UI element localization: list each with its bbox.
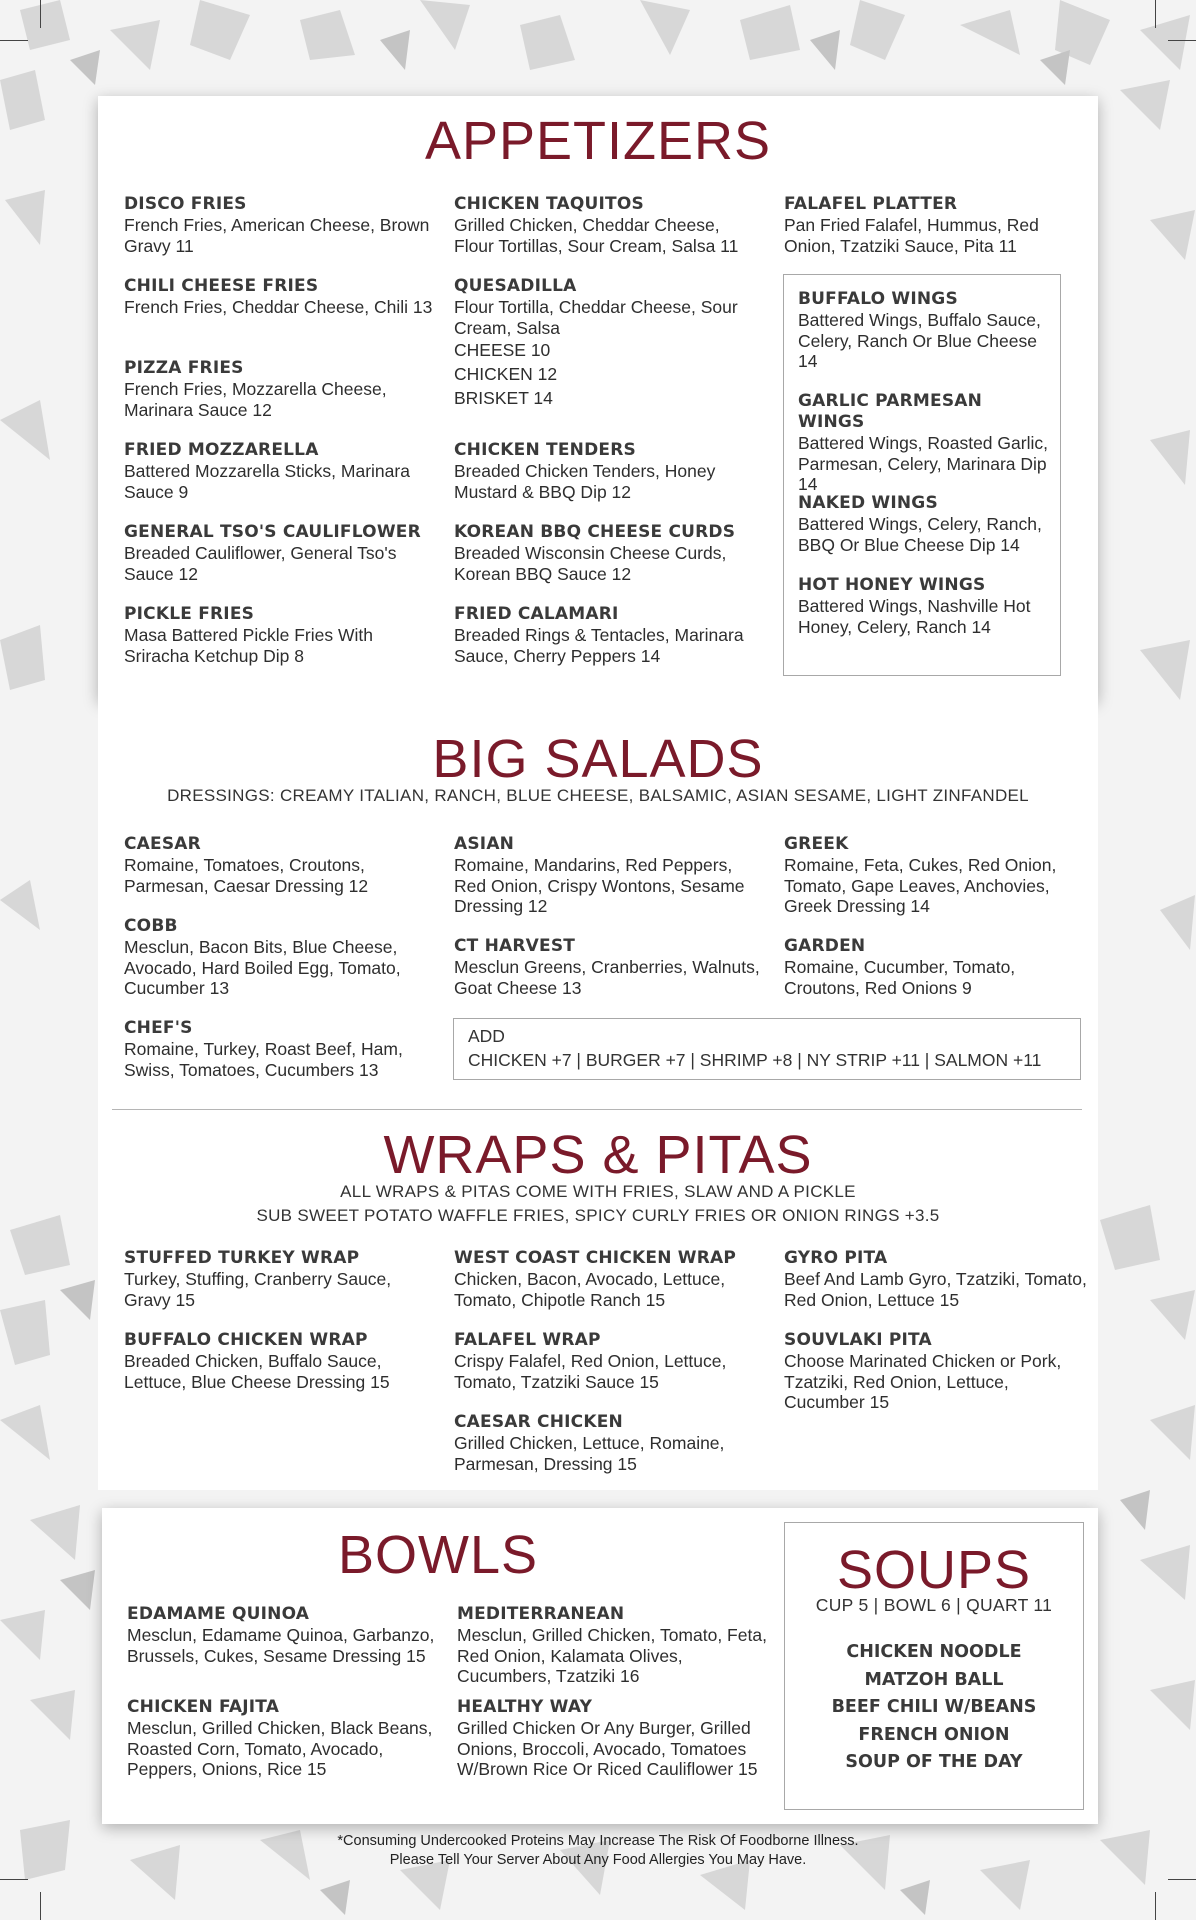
item-desc: Turkey, Stuffing, Cranberry Sauce, Gravy 15 [124, 1269, 392, 1310]
item-name: NAKED WINGS [798, 493, 938, 513]
item-desc: Grilled Chicken, Cheddar Cheese, Flour Tortillas, Sour Cream, Salsa 11 [454, 215, 739, 256]
item-desc: Crispy Falafel, Red Onion, Lettuce, Tomato, Tzatziki Sauce 15 [454, 1351, 727, 1392]
item-desc: Mesclun, Grilled Chicken, Tomato, Feta, Red Onion, Kalamata Olives, Cucumbers, Tzatziki 16 [457, 1625, 767, 1686]
item-name: FALAFEL PLATTER [784, 194, 958, 214]
item-name: FALAFEL WRAP [454, 1330, 601, 1350]
item-name: CT HARVEST [454, 936, 576, 956]
dressings-line: DRESSINGS: CREAMY ITALIAN, RANCH, BLUE CHEESE, BALSAMIC, ASIAN SESAME, LIGHT ZINFANDEL [167, 786, 1029, 805]
menu-item [454, 604, 764, 666]
item-desc: Breaded Chicken Tenders, Honey Mustard & BBQ Dip 12 [454, 461, 716, 502]
menu-item [127, 1604, 437, 1666]
item-desc: Mesclun, Bacon Bits, Blue Cheese, Avocado, Hard Boiled Egg, Tomato, Cucumber 13 [124, 937, 401, 998]
item-name: HEALTHY WAY [457, 1697, 593, 1717]
menu-item [124, 1018, 434, 1080]
item-name: STUFFED TURKEY WRAP [124, 1248, 360, 1268]
item-desc: Romaine, Tomatoes, Croutons, Parmesan, Caesar Dressing 12 [124, 855, 369, 896]
wraps-note-2: SUB SWEET POTATO WAFFLE FRIES, SPICY CURLY FRIES OR ONION RINGS +3.5 [256, 1206, 940, 1225]
item-name: HOT HONEY WINGS [798, 575, 986, 595]
soup-item: SOUP OF THE DAY [845, 1752, 1023, 1772]
menu-item [124, 440, 434, 502]
item-desc: Romaine, Cucumber, Tomato, Croutons, Red Onions 9 [784, 957, 1016, 998]
item-desc: Chicken, Bacon, Avocado, Lettuce, Tomato, Chipotle Ranch 15 [454, 1269, 726, 1310]
appetizers-panel [98, 96, 1098, 700]
soup-item: MATZOH BALL [864, 1669, 1004, 1690]
menu-item [127, 1697, 437, 1780]
item-name: COBB [124, 916, 178, 936]
quesadilla-option: CHEESE 10 [454, 340, 551, 360]
soups-box [784, 1522, 1084, 1810]
menu-item [798, 575, 1054, 637]
soup-item: CHICKEN NOODLE [846, 1642, 1022, 1662]
menu-item [454, 1412, 764, 1474]
menu-item [124, 1248, 434, 1310]
menu-item [124, 276, 434, 318]
item-desc: Breaded Rings & Tentacles, Marinara Sauce, Cherry Peppers 14 [454, 625, 744, 666]
disclaimer-line-1: *Consuming Undercooked Proteins May Increase The Risk Of Foodborne Illness. [337, 1833, 859, 1849]
item-desc: Battered Wings, Buffalo Sauce, Celery, Ranch Or Blue Cheese 14 [798, 310, 1041, 371]
item-desc: Masa Battered Pickle Fries With Sriracha Ketchup Dip 8 [124, 625, 373, 666]
item-name: MEDITERRANEAN [457, 1604, 625, 1624]
menu-item [124, 916, 434, 999]
crop-mark [1168, 40, 1196, 41]
salads-wraps-area [98, 700, 1098, 1490]
menu-item [124, 1330, 434, 1392]
menu-item [784, 194, 1094, 256]
item-desc: Beef And Lamb Gyro, Tzatziki, Tomato, Red Onion, Lettuce 15 [784, 1269, 1087, 1310]
item-desc: Mesclun, Edamame Quinoa, Garbanzo, Brussels, Cukes, Sesame Dressing 15 [127, 1625, 435, 1666]
item-desc: Battered Wings, Roasted Garlic, Parmesan, Celery, Marinara Dip 14 [798, 433, 1048, 494]
item-desc: Breaded Cauliflower, General Tso's Sauce 12 [124, 543, 397, 584]
appetizers-title: APPETIZERS [424, 111, 772, 171]
section-divider [112, 1109, 1082, 1110]
item-name: CHICKEN FAJITA [127, 1697, 280, 1717]
item-desc: Battered Wings, Nashville Hot Honey, Celery, Ranch 14 [798, 596, 1031, 637]
menu-item [798, 289, 1054, 372]
item-desc: French Fries, American Cheese, Brown Gravy 11 [124, 215, 430, 256]
crop-mark [1155, 1892, 1156, 1920]
menu-item [454, 194, 764, 256]
wings-box [783, 274, 1061, 676]
item-name: ASIAN [454, 834, 515, 854]
menu-item [124, 834, 434, 896]
add-options: CHICKEN +7 | BURGER +7 | SHRIMP +8 | NY STRIP +11 | SALMON +11 [468, 1050, 1042, 1070]
item-name: CHEF'S [124, 1018, 193, 1038]
menu-item [798, 493, 1054, 555]
quesadilla-option: CHICKEN 12 [454, 364, 558, 384]
bowls-panel [102, 1508, 1098, 1824]
menu-item [457, 1604, 767, 1687]
menu-item [454, 834, 764, 917]
item-name: CAESAR CHICKEN [454, 1412, 623, 1432]
menu-item [457, 1697, 767, 1780]
soup-item: BEEF CHILI W/BEANS [831, 1697, 1037, 1717]
menu-item [124, 604, 434, 666]
crop-mark [0, 40, 28, 41]
item-name: BUFFALO WINGS [798, 289, 958, 309]
item-name: FRIED MOZZARELLA [124, 440, 319, 460]
item-name: PIZZA FRIES [124, 358, 244, 378]
item-desc: Grilled Chicken, Lettuce, Romaine, Parmesan, Dressing 15 [454, 1433, 725, 1474]
item-desc: Flour Tortilla, Cheddar Cheese, Sour Cream, Salsa [454, 297, 738, 338]
item-desc: Grilled Chicken Or Any Burger, Grilled Onions, Broccoli, Avocado, Tomatoes W/Brown Rice Or Riced Cauliflower 15 [457, 1718, 758, 1779]
item-desc: Romaine, Mandarins, Red Peppers, Red Onion, Crispy Wontons, Sesame Dressing 12 [454, 855, 745, 916]
item-name: FRIED CALAMARI [454, 604, 619, 624]
crop-mark [1155, 0, 1156, 28]
item-desc: French Fries, Cheddar Cheese, Chili 13 [124, 297, 433, 317]
menu-item [454, 1330, 764, 1392]
menu-item [454, 936, 764, 998]
bowls-title: BOWLS [337, 1525, 539, 1585]
menu-item [784, 1330, 1094, 1413]
item-name: GENERAL TSO'S CAULIFLOWER [124, 522, 421, 542]
item-name: SOUVLAKI PITA [784, 1330, 932, 1350]
menu-item [454, 276, 764, 410]
item-desc: Choose Marinated Chicken or Pork, Tzatziki, Red Onion, Lettuce, Cucumber 15 [784, 1351, 1062, 1412]
item-name: DISCO FRIES [124, 194, 247, 214]
wraps-note-1: ALL WRAPS & PITAS COME WITH FRIES, SLAW AND A PICKLE [340, 1182, 856, 1201]
item-desc: Breaded Chicken, Buffalo Sauce, Lettuce, Blue Cheese Dressing 15 [124, 1351, 390, 1392]
item-name: GREEK [784, 834, 849, 854]
crop-mark [0, 1879, 28, 1880]
item-name: KOREAN BBQ CHEESE CURDS [454, 522, 736, 542]
menu-item [454, 1248, 764, 1310]
menu-item [798, 391, 1054, 495]
add-label: ADD [468, 1026, 505, 1046]
menu-item [454, 440, 764, 502]
item-name: GYRO PITA [784, 1248, 888, 1268]
item-name: CHICKEN TAQUITOS [454, 194, 644, 214]
item-name: CHICKEN TENDERS [454, 440, 636, 460]
item-name: GARDEN [784, 936, 866, 956]
item-name: CHILI CHEESE FRIES [124, 276, 319, 296]
salad-add-box [453, 1018, 1081, 1080]
item-desc: Breaded Wisconsin Cheese Curds, Korean BBQ Sauce 12 [454, 543, 727, 584]
crop-mark [40, 1892, 41, 1920]
soups-title: SOUPS [836, 1540, 1032, 1600]
item-name: PICKLE FRIES [124, 604, 255, 624]
big-salads-title: BIG SALADS [432, 729, 764, 789]
soup-sizes: CUP 5 | BOWL 6 | QUART 11 [815, 1595, 1053, 1615]
item-desc: Battered Mozzarella Sticks, Marinara Sauce 9 [124, 461, 410, 502]
menu-item [784, 834, 1094, 917]
disclaimer-line-2: Please Tell Your Server About Any Food Allergies You May Have. [389, 1852, 807, 1868]
crop-mark [1168, 1879, 1196, 1880]
item-name: GARLIC PARMESAN WINGS [798, 391, 983, 432]
menu-item [124, 358, 434, 420]
crop-mark [40, 0, 41, 28]
soup-item: FRENCH ONION [858, 1724, 1010, 1745]
quesadilla-option: BRISKET 14 [454, 388, 553, 408]
menu-item [784, 936, 1094, 998]
item-name: QUESADILLA [454, 276, 577, 296]
item-desc: Mesclun, Grilled Chicken, Black Beans, Roasted Corn, Tomato, Avocado, Peppers, Onions, Rice 15 [127, 1718, 433, 1779]
item-desc: Romaine, Feta, Cukes, Red Onion, Tomato, Gape Leaves, Anchovies, Greek Dressing 14 [784, 855, 1057, 916]
item-desc: French Fries, Mozzarella Cheese, Marinara Sauce 12 [124, 379, 387, 420]
item-name: BUFFALO CHICKEN WRAP [124, 1330, 368, 1350]
item-name: CAESAR [124, 834, 201, 854]
item-desc: Mesclun Greens, Cranberries, Walnuts, Goat Cheese 13 [454, 957, 760, 998]
menu-item [124, 522, 434, 584]
item-name: WEST COAST CHICKEN WRAP [454, 1248, 737, 1268]
menu-item [454, 522, 764, 584]
item-desc: Pan Fried Falafel, Hummus, Red Onion, Tzatziki Sauce, Pita 11 [784, 215, 1039, 256]
menu-item [784, 1248, 1094, 1310]
soup-list [785, 1639, 1083, 1777]
allergy-disclaimer [0, 1832, 1196, 1870]
item-desc: Romaine, Turkey, Roast Beef, Ham, Swiss, Tomatoes, Cucumbers 13 [124, 1039, 403, 1080]
item-name: EDAMAME QUINOA [127, 1604, 310, 1624]
menu-item [124, 194, 434, 256]
item-desc: Battered Wings, Celery, Ranch, BBQ Or Blue Cheese Dip 14 [798, 514, 1042, 555]
wraps-pitas-title: WRAPS & PITAS [383, 1125, 813, 1185]
